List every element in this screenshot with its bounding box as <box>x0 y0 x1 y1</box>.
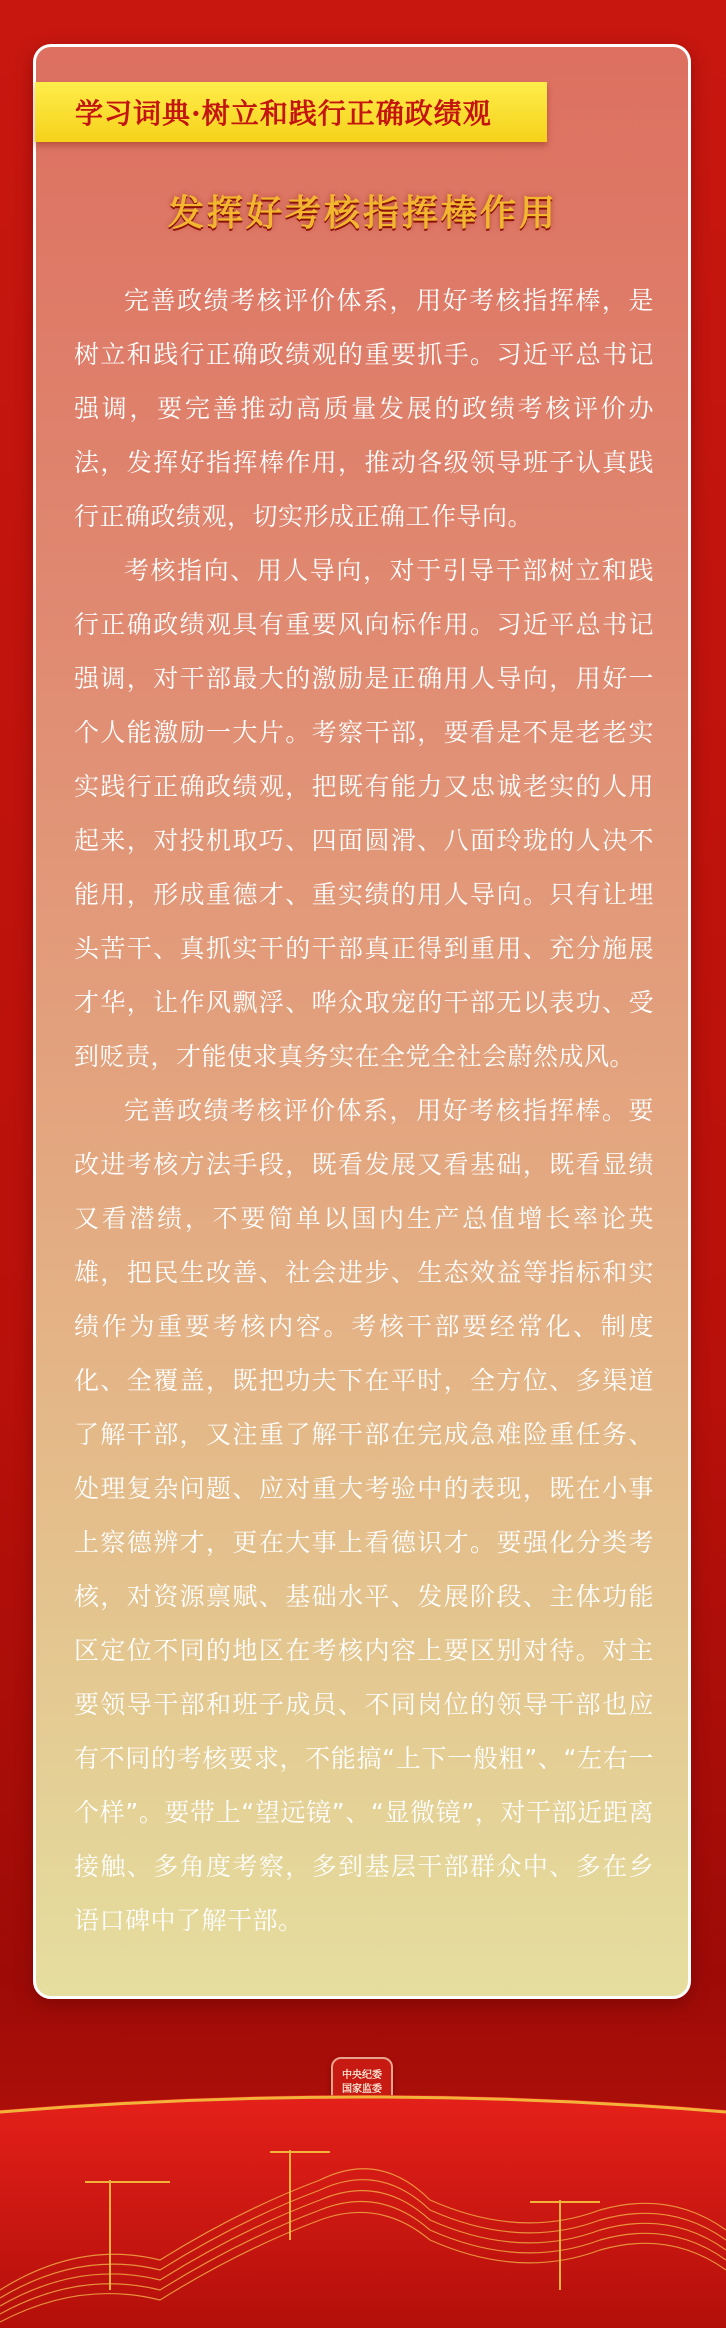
paragraph: 完善政绩考核评价体系，用好考核指挥棒。要改进考核方法手段，既看发展又看基础，既看显绩又看潜绩，不要简单以国内生产总值增长率论英雄，把民生改善、社会进步、生态效益等指标和实绩作为重要考核内容。考核干部要经常化、制度化、全覆盖，既把功夫下在平时，全方位、多渠道了解干部，又注重了解干部在完成急难险重任务、处理复杂问题、应对重大考验中的表现，既在小事上察德辨才，更在大事上看德识才。要强化分类考核，对资源禀赋、基础水平、发展阶段、主体功能区定位不同的地区在考核内容上要区别对待。对主要领导干部和班子成员、不同岗位的领导干部也应有不同的考核要求，不能搞“上下一般粗”、“左右一个样”。要带上“望远镜”、“显微镜”，对干部近距离接触、多角度考察，多到基层干部群众中、多在乡语口碑中了解干部。 <box>74 1096 654 1935</box>
topic-tag <box>35 82 547 142</box>
paragraph: 考核指向、用人导向，对于引导干部树立和践行正确政绩观具有重要风向标作用。习近平总书记强调，对干部最大的激励是正确用人导向，用好一个人能激励一大片。考察干部，要看是不是老老实实践行正确政绩观，把既有能力又忠诚老实的人用起来，对投机取巧、四面圆滑、八面玲珑的人决不能用，形成重德才、重实绩的用人导向。只有让埋头苦干、真抓实干的干部真正得到重用、充分施展才华，让作风飘浮、哗众取宠的干部无以表功、受到贬责，才能使求真务实在全党全社会蔚然成风。 <box>74 556 654 1071</box>
logo-line: 中央纪委 <box>342 2070 382 2081</box>
page-title: 发挥好考核指挥棒作用 <box>167 192 558 234</box>
paragraph: 完善政绩考核评价体系，用好考核指挥棒，是树立和践行正确政绩观的重要抓手。习近平总书记强调，要完善推动高质量发展的政绩考核评价办法，发挥好指挥棒作用，推动各级领导班子认真践行正确政绩观，切实形成正确工作导向。 <box>74 286 654 531</box>
logo-line: 国家监委 <box>342 2084 382 2095</box>
topic-tag-label: 学习词典·树立和践行正确政绩观 <box>75 97 492 130</box>
article-body <box>74 274 654 1948</box>
decorative-landscape <box>0 2090 726 2328</box>
